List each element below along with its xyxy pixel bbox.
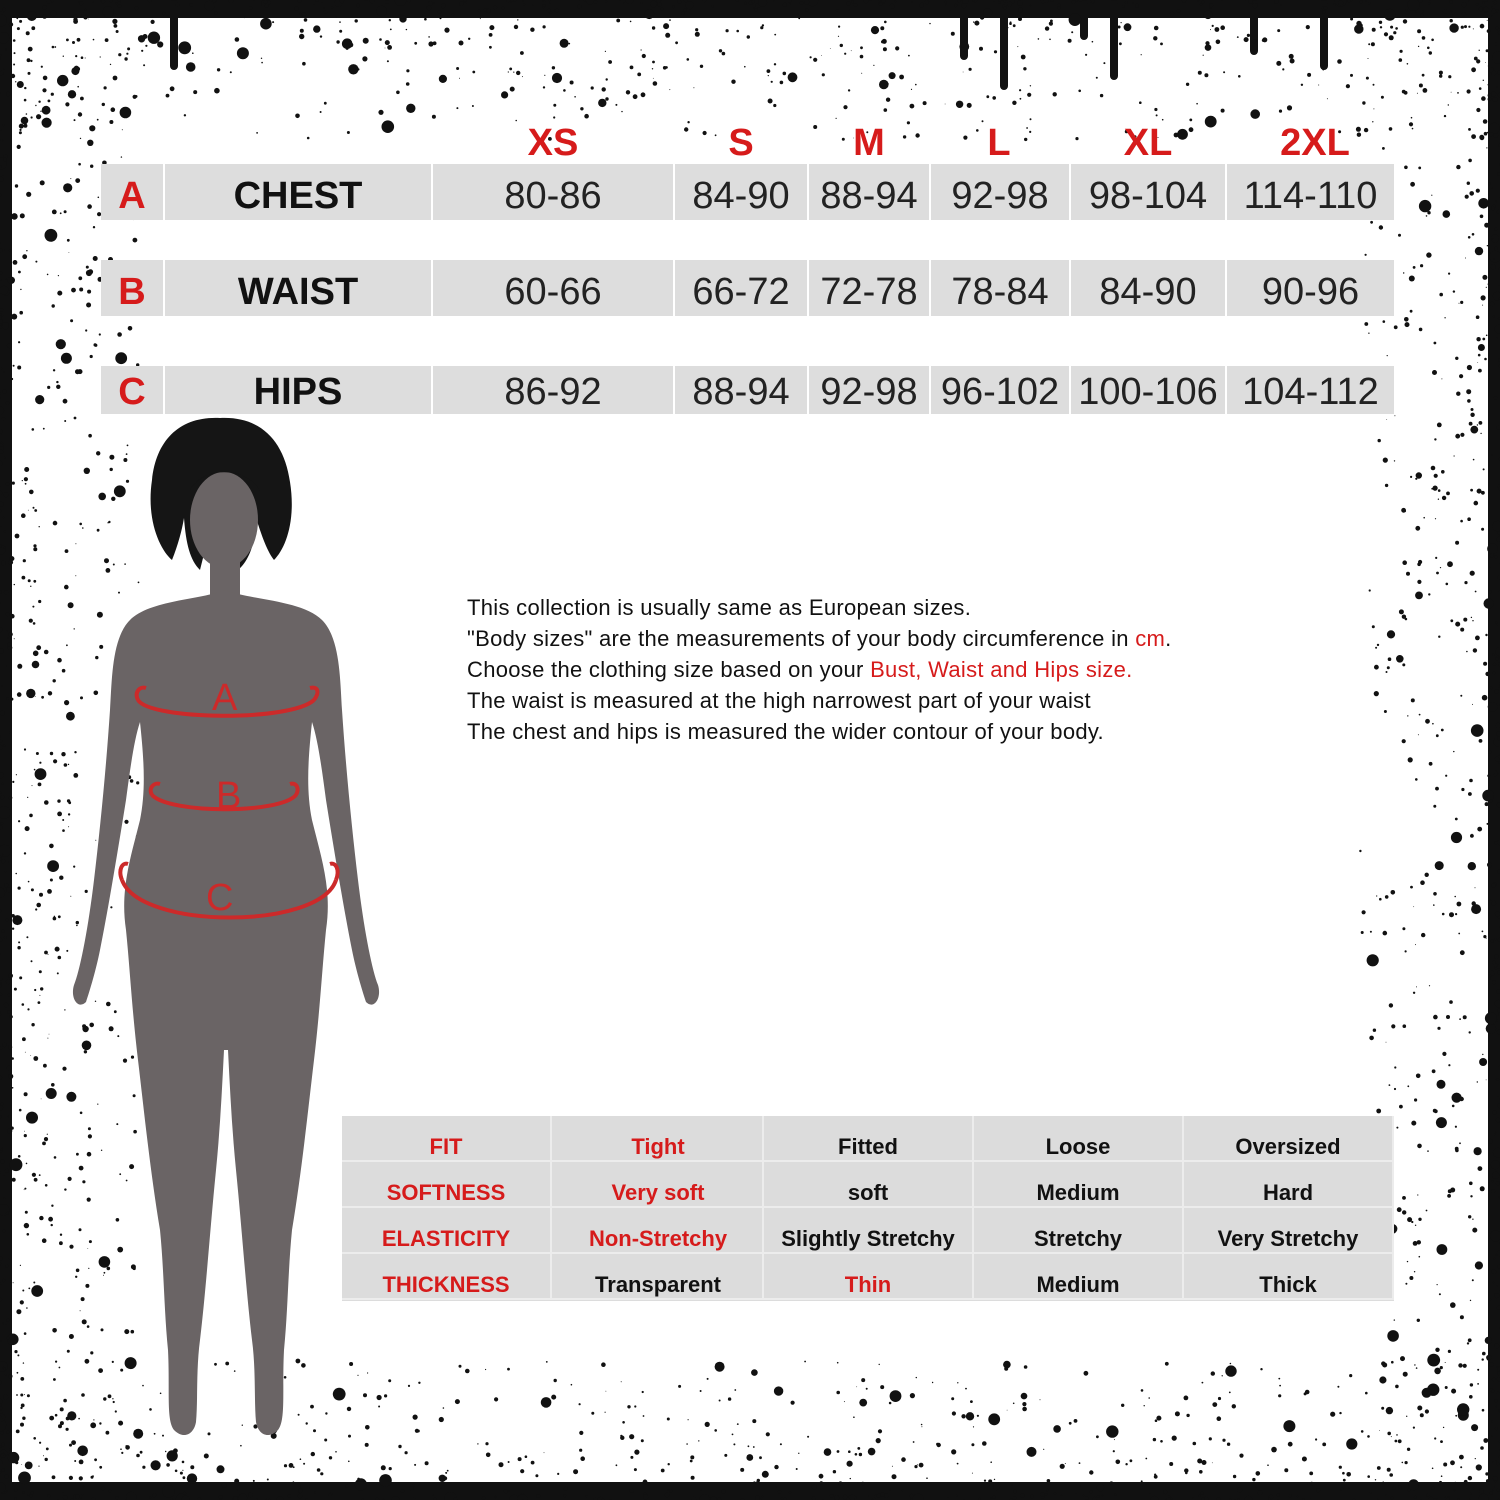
measurement-name: HIPS [165, 366, 433, 414]
figure-label-c: C [206, 877, 234, 919]
fabric-option: Medium [974, 1162, 1184, 1208]
size-value-cell: 104-112 [1227, 366, 1396, 414]
fabric-row-thickness [342, 1254, 1394, 1300]
fabric-option: Loose [974, 1116, 1184, 1162]
size-value-cell: 90-96 [1227, 260, 1396, 316]
note-line-2: "Body sizes" are the measurements of your body circumference in cm. [467, 626, 1172, 651]
size-value-cell: 66-72 [675, 260, 809, 316]
fabric-row-label: FIT [342, 1116, 552, 1162]
size-heading-2xl: 2XL [1280, 122, 1350, 164]
size-value-cell: 114-110 [1227, 164, 1396, 220]
fabric-properties-table [342, 1116, 1394, 1301]
size-row-hips [101, 366, 1396, 414]
size-value-cell: 86-92 [433, 366, 675, 414]
fabric-row-label: THICKNESS [342, 1254, 552, 1300]
measurement-letter: B [101, 260, 165, 316]
measurement-letter: A [101, 164, 165, 220]
size-heading-s: S [728, 122, 754, 164]
size-value-cell: 84-90 [1071, 260, 1227, 316]
measurement-name: WAIST [165, 260, 433, 316]
size-value-cell: 72-78 [809, 260, 931, 316]
note-line-3: Choose the clothing size based on your Bust, Waist and Hips size. [467, 657, 1133, 682]
fabric-option: Medium [974, 1254, 1184, 1300]
note-line-4: The waist is measured at the high narrowest part of your waist [467, 688, 1091, 713]
size-notes [467, 592, 1367, 747]
size-heading-l: L [987, 122, 1011, 164]
size-value-cell: 88-94 [675, 366, 809, 414]
size-heading-m: M [853, 122, 885, 164]
fabric-row-label: ELASTICITY [342, 1208, 552, 1254]
size-heading-xs: XS [527, 122, 579, 164]
fabric-row-softness [342, 1162, 1394, 1208]
size-value-cell: 100-106 [1071, 366, 1227, 414]
fabric-option-selected: Thin [764, 1254, 974, 1300]
size-row-waist [101, 260, 1396, 316]
figure-label-b: B [216, 775, 242, 817]
fabric-row-label: SOFTNESS [342, 1162, 552, 1208]
fabric-option: soft [764, 1162, 974, 1208]
fabric-option: Very Stretchy [1184, 1208, 1394, 1254]
note-line-1: This collection is usually same as European sizes. [467, 595, 972, 620]
fabric-option: Slightly Stretchy [764, 1208, 974, 1254]
size-value-cell: 60-66 [433, 260, 675, 316]
fabric-option: Fitted [764, 1116, 974, 1162]
size-value-cell: 88-94 [809, 164, 931, 220]
size-value-cell: 92-98 [931, 164, 1071, 220]
measurement-name: CHEST [165, 164, 433, 220]
figure-label-a: A [212, 677, 238, 719]
note-line-5: The chest and hips is measured the wider contour of your body. [467, 719, 1104, 744]
fabric-option: Thick [1184, 1254, 1394, 1300]
fabric-option-selected: Non-Stretchy [554, 1208, 764, 1254]
fabric-option: Oversized [1184, 1116, 1394, 1162]
size-header-row [101, 110, 1396, 165]
size-value-cell: 96-102 [931, 366, 1071, 414]
size-value-cell: 78-84 [931, 260, 1071, 316]
size-value-cell: 92-98 [809, 366, 931, 414]
fabric-row-fit [342, 1116, 1394, 1162]
size-heading-xl: XL [1123, 122, 1173, 164]
fabric-row-elasticity [342, 1208, 1394, 1254]
body-silhouette [60, 410, 400, 1470]
size-value-cell: 80-86 [433, 164, 675, 220]
size-value-cell: 84-90 [675, 164, 809, 220]
measurement-letter: C [101, 366, 165, 414]
fabric-option-selected: Tight [554, 1116, 764, 1162]
fabric-option: Hard [1184, 1162, 1394, 1208]
size-row-chest [101, 164, 1396, 220]
fabric-option-selected: Very soft [554, 1162, 764, 1208]
fabric-option: Transparent [554, 1254, 764, 1300]
size-value-cell: 98-104 [1071, 164, 1227, 220]
fabric-option: Stretchy [974, 1208, 1184, 1254]
